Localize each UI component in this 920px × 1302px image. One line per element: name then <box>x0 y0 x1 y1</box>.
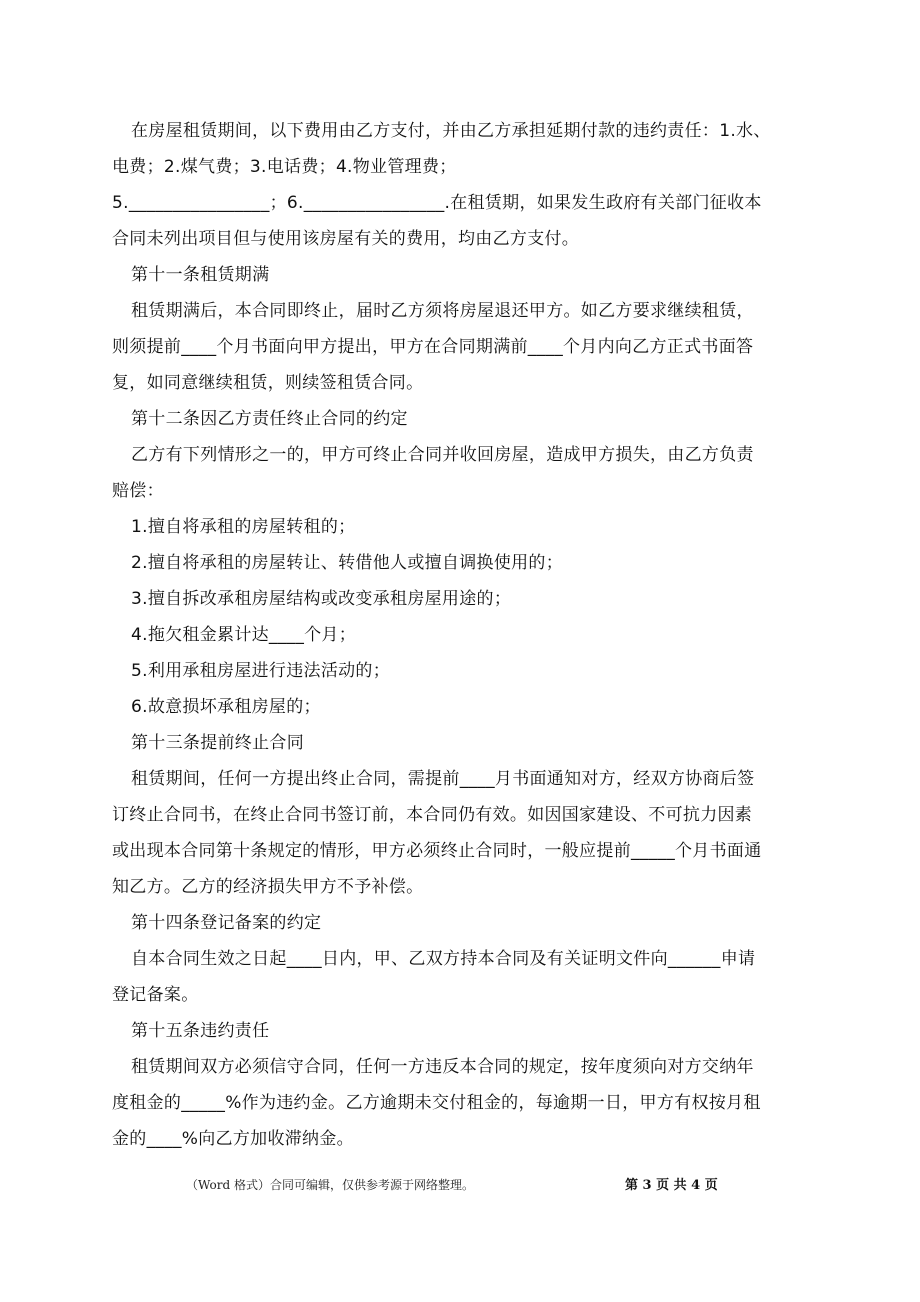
paragraph-early-termination-line-3: 或出现本合同第十条规定的情形，甲方必须终止合同时，一般应提前_____个月书面通 <box>112 841 762 861</box>
list-item-4: 4.拖欠租金累计达____个月； <box>131 625 357 645</box>
paragraph-expiry-line-1: 租赁期满后，本合同即终止，届时乙方须将房屋退还甲方。如乙方要求继续租赁， <box>131 301 754 321</box>
paragraph-fees-line-3: 5.________________；6.________________.在租赁期，如果发生政府有关部门征收本 <box>112 193 762 213</box>
list-item-5: 5.利用承租房屋进行违法活动的； <box>131 661 391 681</box>
paragraph-registration-line-1: 自本合同生效之日起____日内，甲、乙双方持本合同及有关证明文件向______申请 <box>131 949 756 969</box>
paragraph-expiry-line-3: 复，如同意继续租赁，则续签租赁合同。 <box>112 373 424 393</box>
page-number: 第 3 页 共 4 页 <box>625 1178 718 1193</box>
heading-article-13: 第十三条提前终止合同 <box>131 733 304 753</box>
heading-article-12: 第十二条因乙方责任终止合同的约定 <box>131 409 408 429</box>
heading-article-11: 第十一条租赁期满 <box>131 265 270 285</box>
paragraph-liability-line-1: 租赁期间双方必须信守合同，任何一方违反本合同的规定，按年度须向对方交纳年 <box>131 1057 754 1077</box>
paragraph-early-termination-line-1: 租赁期间，任何一方提出终止合同，需提前____月书面通知对方，经双方协商后签 <box>131 769 755 789</box>
list-item-1: 1.擅自将承租的房屋转租的； <box>131 517 356 537</box>
paragraph-termination-line-2: 赔偿： <box>112 481 164 501</box>
paragraph-expiry-line-2: 则须提前____个月书面向甲方提出，甲方在合同期满前____个月内向乙方正式书面答 <box>112 337 754 357</box>
list-item-6: 6.故意损坏承租房屋的； <box>131 697 321 717</box>
paragraph-liability-line-2: 度租金的_____%作为违约金。乙方逾期未交付租金的，每逾期一日，甲方有权按月租 <box>112 1093 761 1113</box>
list-item-2: 2.擅自将承租的房屋转让、转借他人或擅自调换使用的； <box>131 553 564 573</box>
paragraph-fees-line-2: 电费；2.煤气费；3.电话费；4.物业管理费； <box>112 157 457 177</box>
heading-article-15: 第十五条违约责任 <box>131 1021 270 1041</box>
heading-article-14: 第十四条登记备案的约定 <box>131 913 322 933</box>
paragraph-termination-line-1: 乙方有下列情形之一的，甲方可终止合同并收回房屋，造成甲方损失，由乙方负责 <box>131 445 754 465</box>
paragraph-fees-line-4: 合同未列出项目但与使用该房屋有关的费用，均由乙方支付。 <box>112 229 580 249</box>
paragraph-liability-line-3: 金的____%向乙方加收滞纳金。 <box>112 1129 354 1149</box>
footer-note: （Word 格式）合同可编辑，仅供参考源于网络整理。 <box>186 1178 474 1192</box>
document-body <box>112 113 812 1157</box>
paragraph-fees-line-1: 在房屋租赁期间，以下费用由乙方支付，并由乙方承担延期付款的违约责任：1.水、 <box>131 121 771 141</box>
paragraph-registration-line-2: 登记备案。 <box>112 985 199 1005</box>
paragraph-early-termination-line-4: 知乙方。乙方的经济损失甲方不予补偿。 <box>112 877 424 897</box>
paragraph-early-termination-line-2: 订终止合同书，在终止合同书签订前，本合同仍有效。如因国家建设、不可抗力因素 <box>112 805 753 825</box>
list-item-3: 3.擅自拆改承租房屋结构或改变承租房屋用途的； <box>131 589 512 609</box>
